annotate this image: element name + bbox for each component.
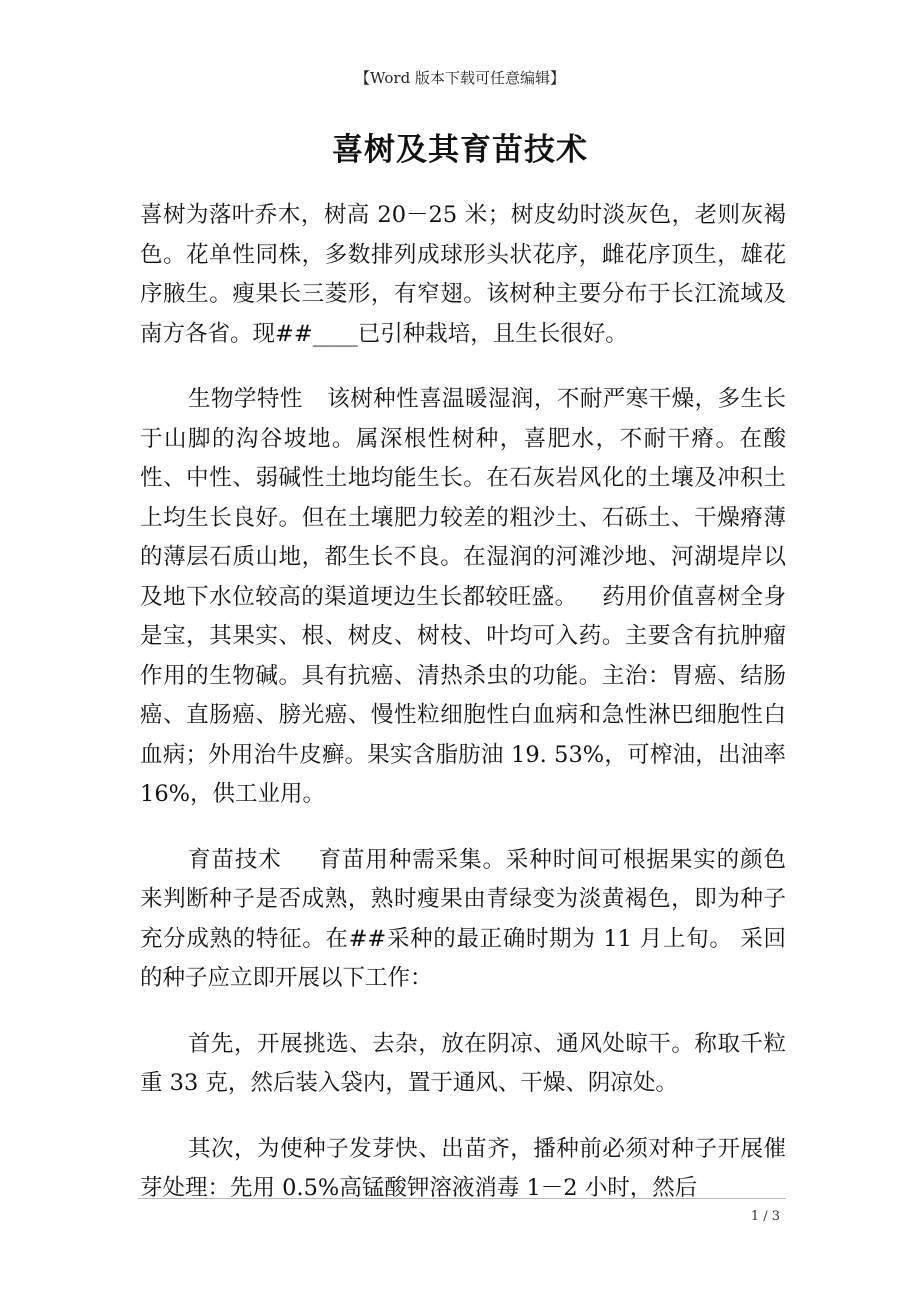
footer-divider (138, 1198, 786, 1199)
paragraph-first-step: 首先，开展挑选、去杂，放在阴凉、通风处晾干。称取千粒重 33 克，然后装入袋内，置于通风、干燥、阴凉处。 (140, 1030, 786, 1096)
section-heading-seedling: 育苗技术 (188, 846, 282, 873)
section-heading-biology: 生物学特性 (188, 386, 303, 412)
document-body (140, 196, 786, 1209)
page-number: 1 / 3 (750, 1209, 780, 1224)
paragraph-seedling (140, 841, 786, 999)
medicinal-text: 喜树全身是宝，其果实、根、树皮、树枝、叶均可入药。主要含有抗肿瘤作用的生物碱。具有抗癌、清热杀虫的功能。主治：胃癌、结肠癌、直肠癌、膀光癌、慢性粒细胞性白血病和急性淋巴细胞性白血病；外用治牛皮癣。果实含脂肪油 19. 53%，可榨油，出油率 16%，供工业用。 (140, 583, 786, 807)
page-header: 【Word 版本下载可任意编辑】 (355, 69, 565, 87)
paragraph-biology (140, 380, 786, 815)
section-heading-medicinal: 药用价值 (601, 583, 695, 610)
paragraph-second-step: 其次，为使种子发芽快、出苗齐，播种前必须对种子开展催芽处理：先用 0.5%高锰酸钾溶液消毒 1－2 小时，然后 (140, 1135, 786, 1201)
paragraph-intro: 喜树为落叶乔木，树高 20－25 米；树皮幼时淡灰色，老则灰褐色。花单性同株，多数排列成球形头状花序，雌花序顶生，雄花序腋生。瘦果长三菱形，有窄翅。该树种主要分布于长江流域及南方各省。现##____已引种栽培，且生长很好。 (140, 202, 786, 347)
biology-text: 该树种性喜温暖湿润，不耐严寒干燥，多生长于山脚的沟谷坡地。属深根性树种，喜肥水，不耐干瘠。在酸性、中性、弱碱性土地均能生长。在石灰岩风化的土壤及冲积土上均生长良好。但在土壤肥力较差的粗沙土、石砾土、干燥瘠薄的薄层石质山地，都生长不良。在湿润的河滩沙地、河湖堤岸以及地下水位较高的渠道埂边生长都较旺盛。 (140, 386, 786, 610)
seedling-text: 育苗用种需采集。采种时间可根据果实的颜色来判断种子是否成熟，熟时瘦果由青绿变为淡黄褐色，即为种子充分成熟的特征。在##采种的最正确时期为 11 月上旬。 采回的种子应立即开展以下工作： (140, 846, 786, 991)
document-title: 喜树及其育苗技术 (332, 132, 588, 168)
